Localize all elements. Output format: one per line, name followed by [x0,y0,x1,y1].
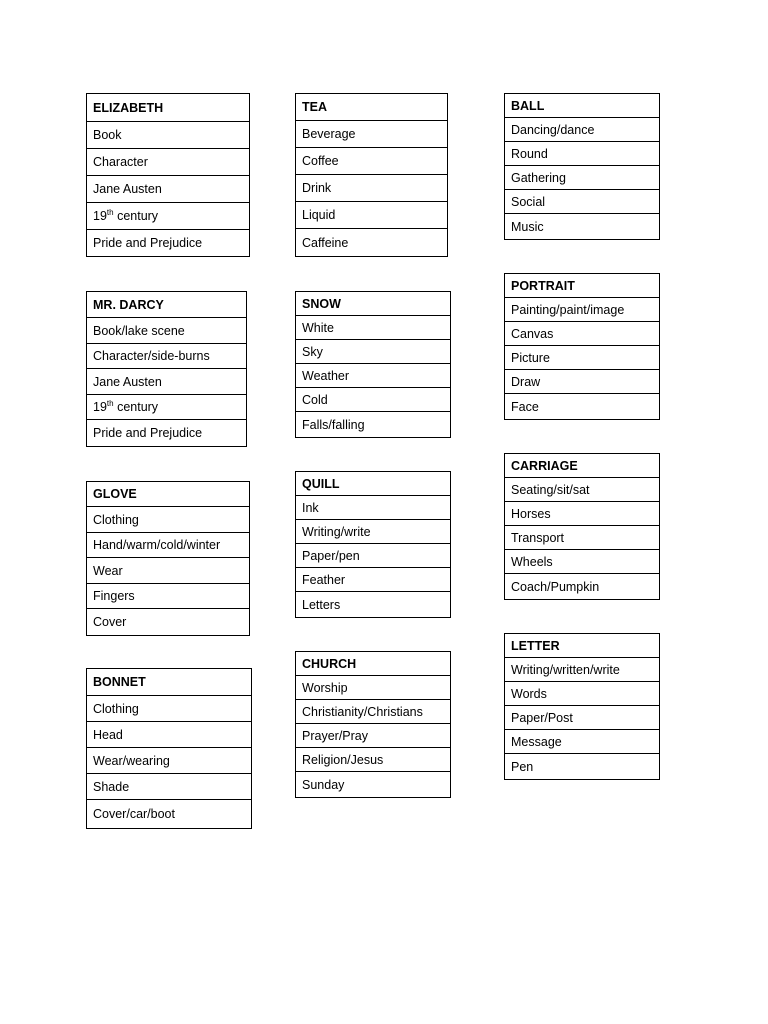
card-item: Character [87,149,250,176]
word-card-table [86,93,250,257]
card-item: Cold [296,388,451,412]
word-card-table [295,651,451,798]
ordinal-number: 19 [93,400,107,414]
card-elizabeth [86,93,250,257]
card-item: Drink [296,175,448,202]
ordinal-suffix: th [106,398,114,408]
card-item: Canvas [505,322,660,346]
card-item: Caffeine [296,229,448,257]
card-item: Paper/Post [505,706,660,730]
card-title: MR. DARCY [87,292,247,318]
card-item: Coach/Pumpkin [505,574,660,600]
card-item: Hand/warm/cold/winter [87,533,250,558]
card-title: PORTRAIT [505,274,660,298]
card-item: White [296,316,451,340]
card-item: Beverage [296,121,448,148]
card-item: Worship [296,676,451,700]
card-item: Cover [87,609,250,636]
card-item: Seating/sit/sat [505,478,660,502]
word-card-table [295,291,451,438]
card-item: Liquid [296,202,448,229]
word-card-table [86,481,250,636]
card-item: Draw [505,370,660,394]
card-church [295,651,451,798]
card-carriage [504,453,660,600]
word-card-table [504,453,660,600]
card-mr-darcy [86,291,247,447]
card-item: Jane Austen [87,369,247,395]
card-title: CHURCH [296,652,451,676]
card-item: Painting/paint/image [505,298,660,322]
card-item: Jane Austen [87,176,250,203]
card-item: Book [87,122,250,149]
card-item-century [87,395,247,420]
card-item-century [87,203,250,230]
card-item: Pride and Prejudice [87,420,247,447]
card-item: Social [505,190,660,214]
card-title: LETTER [505,634,660,658]
card-ball [504,93,660,240]
card-title: SNOW [296,292,451,316]
card-title: QUILL [296,472,451,496]
card-item: Fingers [87,584,250,609]
card-item: Character/side-burns [87,344,247,369]
card-item: Face [505,394,660,420]
card-item: Coffee [296,148,448,175]
card-tea [295,93,448,257]
card-item: Christianity/Christians [296,700,451,724]
card-item: Falls/falling [296,412,451,438]
word-card-table [295,93,448,257]
card-item: Weather [296,364,451,388]
card-item: Paper/pen [296,544,451,568]
card-item: Letters [296,592,451,618]
card-title: BALL [505,94,660,118]
card-quill [295,471,451,618]
card-title: BONNET [87,669,252,696]
card-item: Writing/write [296,520,451,544]
card-item: Feather [296,568,451,592]
card-item: Religion/Jesus [296,748,451,772]
card-item: Gathering [505,166,660,190]
card-item: Head [87,722,252,748]
card-item: Sky [296,340,451,364]
card-item: Cover/car/boot [87,800,252,829]
card-item: Dancing/dance [505,118,660,142]
word-card-table [86,291,247,447]
card-item: Wheels [505,550,660,574]
card-item: Transport [505,526,660,550]
card-title: CARRIAGE [505,454,660,478]
word-card-table [504,93,660,240]
card-letter [504,633,660,780]
card-item: Clothing [87,696,252,722]
card-item: Pride and Prejudice [87,230,250,257]
card-title: TEA [296,94,448,121]
ordinal-suffix: th [106,207,114,217]
card-item: Shade [87,774,252,800]
card-snow [295,291,451,438]
card-item: Round [505,142,660,166]
word-card-table [86,668,252,829]
card-title: ELIZABETH [87,94,250,122]
card-item: Prayer/Pray [296,724,451,748]
word-card-table [295,471,451,618]
ordinal-number: 19 [93,209,107,223]
card-item: Sunday [296,772,451,798]
card-item: Ink [296,496,451,520]
card-title: GLOVE [87,482,250,507]
card-item: Music [505,214,660,240]
card-item: Writing/written/write [505,658,660,682]
card-item: Horses [505,502,660,526]
card-item: Book/lake scene [87,318,247,344]
card-bonnet [86,668,252,829]
word-card-table [504,273,660,420]
century-word: century [117,400,159,414]
card-item: Message [505,730,660,754]
card-portrait [504,273,660,420]
card-glove [86,481,250,636]
card-item: Pen [505,754,660,780]
card-item: Clothing [87,507,250,533]
century-word: century [117,209,159,223]
card-item: Picture [505,346,660,370]
word-card-table [504,633,660,780]
card-item: Wear [87,558,250,584]
card-item: Wear/wearing [87,748,252,774]
card-item: Words [505,682,660,706]
